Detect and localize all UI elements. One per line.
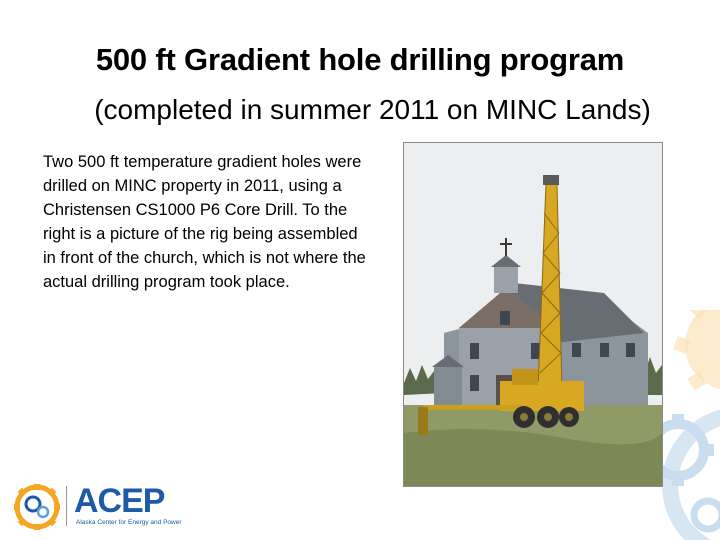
slide-subtitle: (completed in summer 2011 on MINC Lands) <box>94 94 651 125</box>
logo-name: ACEP <box>74 482 165 520</box>
acep-logo <box>14 482 204 530</box>
slide-title: 500 ft Gradient hole drilling program <box>95 42 625 77</box>
body-paragraph: Two 500 ft temperature gradient holes were drilled on MINC property in 2011, using a Christensen CS1000 P6 Core Drill. To the right is a picture of the rig being assembled in front of the church, which is not where the actual drilling program took place. <box>43 153 366 291</box>
drill-rig-photo <box>403 142 663 487</box>
logo-tagline: Alaska Center for Energy and Power <box>76 519 182 526</box>
logo-divider <box>66 486 67 526</box>
acep-gear-icon <box>14 484 60 530</box>
church-drill-rig-image <box>404 143 662 486</box>
